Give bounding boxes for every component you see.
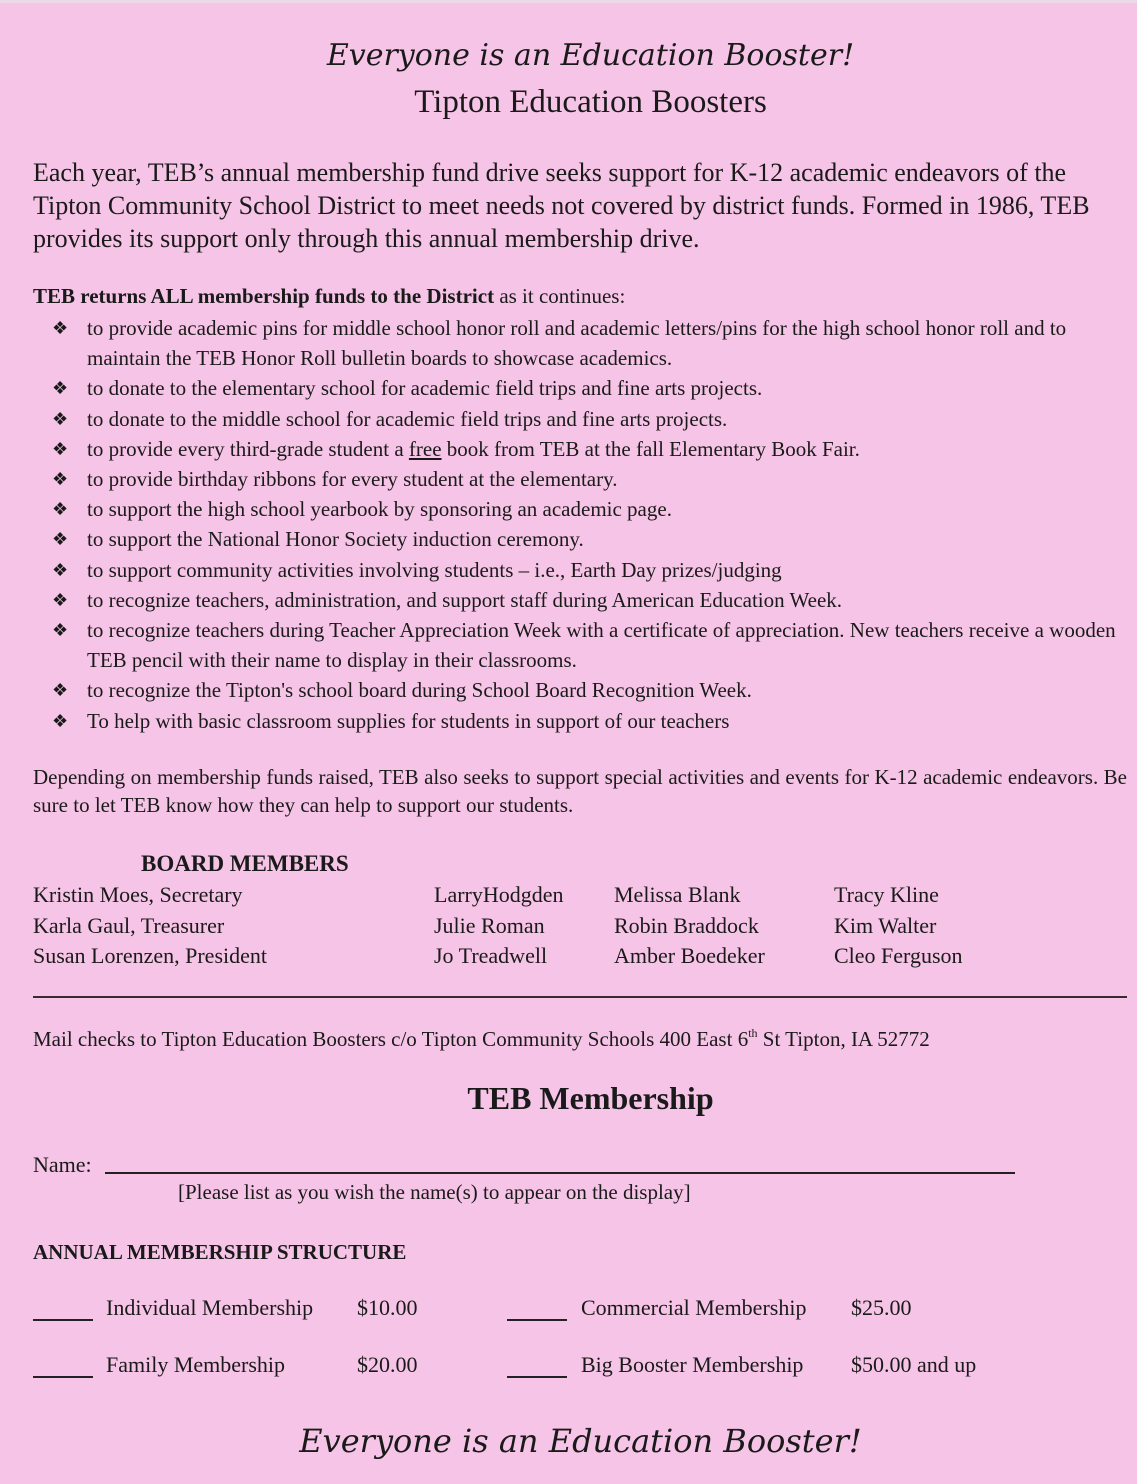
top-edge [0,0,1137,3]
board-member: Kim Walter [834,912,937,938]
diamond-bullet-icon: ❖ [52,620,69,641]
family-membership-blank[interactable] [33,1376,93,1378]
list-item: ❖ to donate to the elementary school for academic field trips and fine arts projects. [52,373,1122,403]
section-divider [33,996,1127,998]
diamond-bullet-icon: ❖ [52,710,69,731]
returns-statement [33,284,625,309]
diamond-bullet-icon: ❖ [52,589,69,610]
board-officers [33,880,267,972]
commercial-membership-blank[interactable] [507,1319,567,1321]
membership-title: TEB Membership [467,1080,714,1116]
board-member: Cleo Ferguson [834,943,963,968]
diamond-bullet-icon: ❖ [52,438,69,459]
list-item: ❖ to support the National Honor Society induction ceremony. [52,524,1122,554]
board-member: Susan Lorenzen, President [33,943,267,968]
list-item: ❖ to support community activities involving students – i.e., Earth Day prizes/judging [52,555,1122,585]
board-member: Amber Boedeker [614,943,765,968]
board-member: Kristin Moes, Secretary [33,882,243,907]
board-member: Tracy Kline [834,882,939,907]
header-slogan: Everyone is an Education Booster! [326,38,855,73]
page-title: Tipton Education Boosters [414,84,767,120]
intro-paragraph: Each year, TEB’s annual membership fund drive seeks support for K-12 academic endeavors of the Tipton Community School District to meet needs not covered by district funds. Formed in 1986, TEB provides its support only through this annual membership drive. [33,158,1090,253]
name-field[interactable] [105,1172,1015,1174]
board-member: Karla Gaul, Treasurer [33,912,225,938]
tier-label: Commercial Membership [581,1295,807,1320]
diamond-bullet-icon: ❖ [52,680,69,701]
board-column-2 [434,880,564,972]
mail-instructions: Mail checks to Tipton Education Boosters c/o Tipton Community Schools 400 East 6th St Tipton, IA 52772 [33,1026,930,1051]
diamond-bullet-icon: ❖ [52,408,69,429]
big-booster-membership-blank[interactable] [507,1376,567,1378]
list-item: ❖ to donate to the middle school for academic field trips and fine arts projects. [52,404,1122,434]
returns-rest: as it continues: [494,284,626,308]
board-member: Melissa Blank [614,882,741,907]
board-member: Jo Treadwell [434,943,548,968]
tier-label: Family Membership [106,1352,286,1377]
board-member: Julie Roman [434,912,545,938]
diamond-bullet-icon: ❖ [52,499,69,520]
footer-slogan: Everyone is an Education Booster! [299,1422,862,1460]
diamond-bullet-icon: ❖ [52,529,69,550]
diamond-bullet-icon: ❖ [52,378,69,399]
board-member: Robin Braddock [614,912,759,938]
tier-price: $25.00 [851,1295,912,1320]
name-hint: [Please list as you wish the name(s) to appear on the display] [178,1180,691,1204]
board-column-4 [834,880,963,972]
tier-label: Individual Membership [106,1295,314,1320]
individual-membership-blank[interactable] [33,1319,93,1321]
free-emphasis: free [408,436,442,461]
list-item: ❖ to provide every third-grade student a free book from TEB at the fall Elementary Book Fair. [52,434,1122,464]
list-item: ❖ to recognize the Tipton's school board during School Board Recognition Week. [52,675,1122,705]
depending-paragraph: Depending on membership funds raised, TEB also seeks to support special activities and events for K-12 academic endeavors. Be sure to let TEB know how they can help to support our students. [33,765,1127,817]
name-label: Name: [33,1152,92,1177]
tier-price: $50.00 and up [851,1352,977,1377]
list-item: ❖ to support the high school yearbook by sponsoring an academic page. [52,494,1122,524]
list-item: ❖ to provide birthday ribbons for every student at the elementary. [52,464,1122,494]
diamond-bullet-icon: ❖ [52,469,69,490]
returns-bold: TEB returns ALL membership funds to the District [33,284,495,308]
list-item: ❖ to recognize teachers during Teacher Appreciation Week with a certificate of appreciation. New teachers receive a wooden TEB pencil with their name to display in their classrooms. [52,615,1122,675]
board-column-3 [614,880,765,972]
diamond-bullet-icon: ❖ [52,559,69,580]
tier-price: $20.00 [357,1352,418,1377]
list-item: ❖ To help with basic classroom supplies for students in support of our teachers [52,706,1122,736]
board-member: LarryHodgden [434,882,564,907]
tier-price: $10.00 [357,1295,418,1320]
support-list [52,313,1122,736]
structure-heading: ANNUAL MEMBERSHIP STRUCTURE [33,1240,407,1264]
tier-label: Big Booster Membership [581,1352,804,1377]
diamond-bullet-icon: ❖ [52,318,69,338]
list-item: ❖ to recognize teachers, administration, and support staff during American Education Week. [52,585,1122,615]
list-item: ❖ to provide academic pins for middle school honor roll and academic letters/pins for the high school honor roll and to maintain the TEB Honor Roll bulletin boards to showcase academics. [52,313,1122,373]
board-heading: BOARD MEMBERS [141,851,349,876]
